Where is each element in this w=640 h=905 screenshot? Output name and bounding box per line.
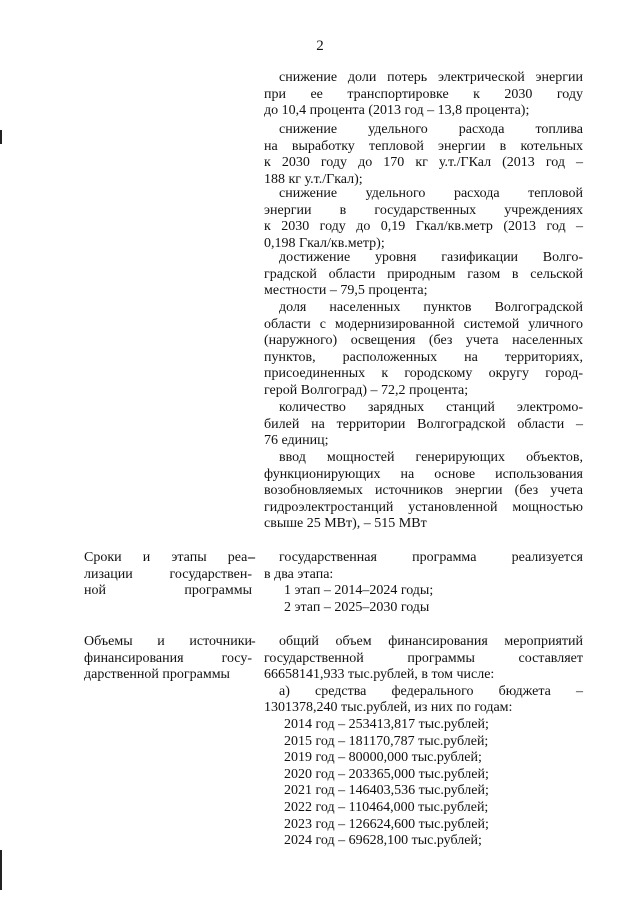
target-indicators: [264, 70, 583, 120]
target-item-3: достижение уровня газификации Волго- градской области природным газом в сельской местности – 79,5 процента;: [264, 250, 583, 299]
funding-year: 2014 год – 253413,817 тыс.рублей;: [284, 716, 489, 732]
scan-edge-mark: [0, 130, 2, 144]
funding-year: 2015 год – 181170,787 тыс.рублей;: [284, 733, 489, 749]
target-item-1: снижение удельного расхода топлива на выработку тепловой энергии в котельных к 2030 году до 170 кг у.т./ГКал (2013 год – 188 кг у.т./Гкал);: [264, 122, 583, 187]
terms-content: государственная программа реализуется в два этапа: 1 этап – 2014–2024 годы; 2 этап – 2025–2030 годы: [264, 550, 583, 615]
scan-edge-mark: [0, 850, 2, 890]
target-item-2: снижение удельного расхода тепловой энергии в государственных учреждениях к 2030 году до 0,19 Гкал/кв.метр (2013 год – 0,198 Гкал/кв.метр);: [264, 186, 583, 251]
funding-label: Объемы и источники финансирования госу- дарственной программы: [84, 634, 252, 683]
page-number: 2: [316, 38, 324, 54]
funding-year: 2024 год – 69628,100 тыс.рублей;: [284, 833, 482, 849]
terms-dash: -: [251, 550, 256, 565]
stage-item: 1 этап – 2014–2024 годы;: [284, 583, 434, 599]
target-item-6: ввод мощностей генерирующих объектов, функционирующих на основе использования возобновляемых источников энергии (без учета гидроэлектростанций установленной мощностью свыше 25 МВт), – 515 МВт: [264, 450, 583, 532]
target-item-4: доля населенных пунктов Волгоградской области с модернизированной системой уличного (наружного) освещения (без учета населенных пунктов, расположенных на территориях, присоединенных к городскому округу город- герой Волгоград) – 72,2 процента;: [264, 300, 583, 398]
target-item-5: количество зарядных станций электромо- билей на территории Волгоградской области – 76 единиц;: [264, 400, 583, 449]
funding-year: 2023 год – 126624,600 тыс.рублей;: [284, 816, 489, 832]
funding-year: 2021 год – 146403,536 тыс.рублей;: [284, 783, 489, 799]
funding-year: 2019 год – 80000,000 тыс.рублей;: [284, 750, 482, 766]
funding-dash: -: [251, 634, 256, 649]
funding-year: 2022 год – 110464,000 тыс.рублей;: [284, 799, 489, 815]
funding-content: общий объем финансирования мероприятий государственной программы составляет 66658141,933 тыс.рублей, в том числе: а) средства федерального бюджета – 1301378,240 тыс.рублей, из них по годам: 2014 год – 253413,817 тыс.рублей; 2015 год – 181170,787 тыс.рублей; 2019 год – 80000,000 тыс.рублей; 2020 год – 203365,000 тыс.рублей; 2021 год – 146403,536 тыс.рублей; 2022 год – 110464,000 тыс.рублей; 2023 год – 126624,600 тыс.рублей; 2024 год – 69628,100 тыс.рублей;: [264, 634, 583, 849]
terms-label: Сроки и этапы реа- лизации государствен- ной программы: [84, 550, 252, 599]
funding-year: 2020 год – 203365,000 тыс.рублей;: [284, 766, 489, 782]
stage-item: 2 этап – 2025–2030 годы: [284, 599, 430, 615]
target-item: снижение доли потерь электрической энергии при ее транспортировке к 2030 году до 10,4 процента (2013 год – 13,8 процента);: [264, 70, 583, 119]
